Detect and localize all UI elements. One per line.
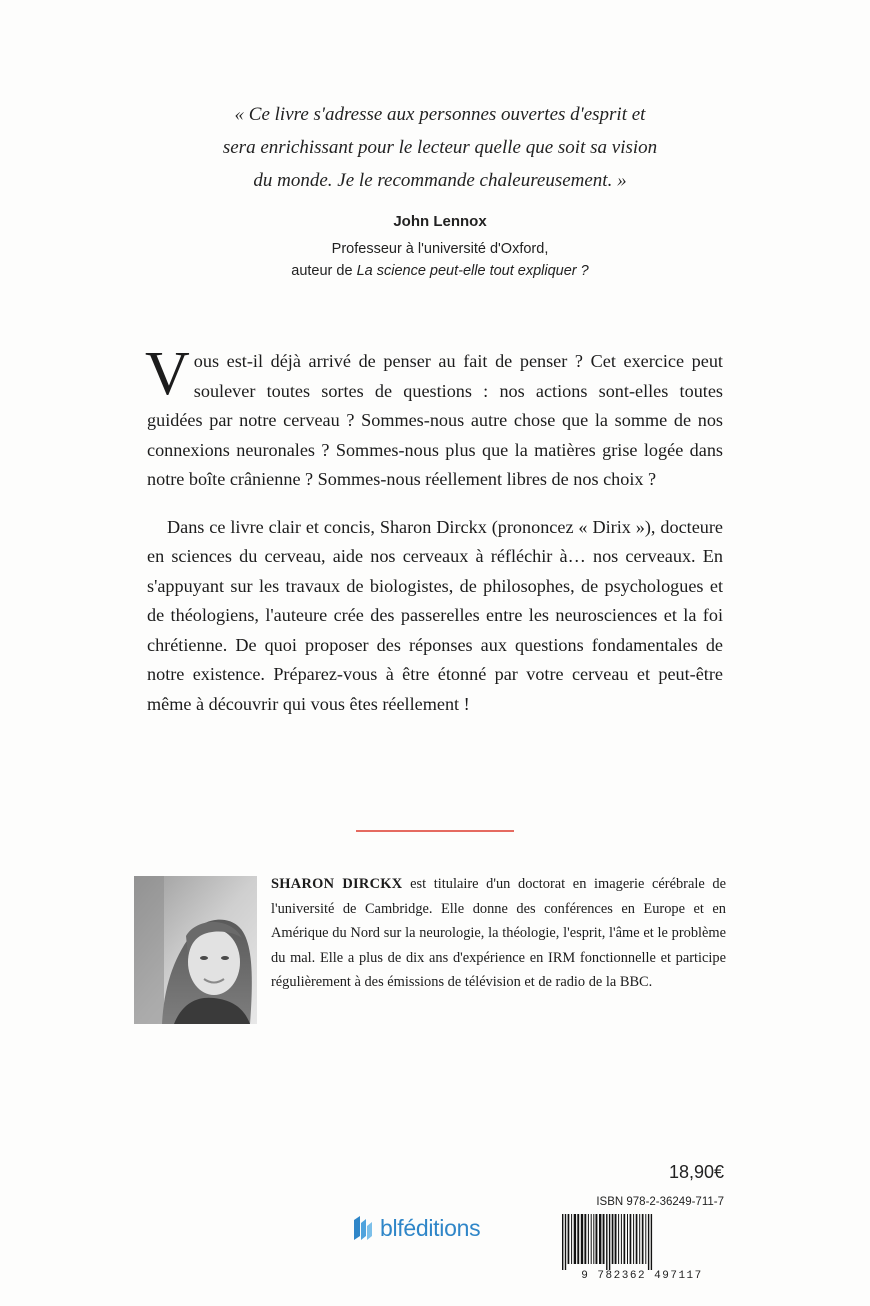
barcode-bar xyxy=(577,1214,579,1264)
quote-line-3: du monde. Je le recommande chaleureusement. » xyxy=(253,170,627,191)
barcode-bar xyxy=(568,1214,570,1264)
quote-line-1: « Ce livre s'adresse aux personnes ouvertes d'esprit et xyxy=(234,104,646,125)
blurb-paragraph-1-text: ous est-il déjà arrivé de penser au fait de penser ? Cet exercice peut soulever toutes sortes de questions : nos actions sont-elles toutes guidées par notre cerveau ? Sommes-nous autre chose que la somme de nos connexions neuronales ? Sommes-nous plus que la matières grise logée dans notre boîte crânienne ? Sommes-nous réellement libres de nos choix ? xyxy=(147,351,723,489)
credit-book-title: La science peut-elle tout expliquer ? xyxy=(356,263,589,279)
author-name: SHARON DIRCKX xyxy=(271,876,403,892)
price: 18,90€ xyxy=(668,1162,724,1182)
publisher-name: blféditions xyxy=(380,1214,481,1241)
barcode-bar xyxy=(612,1214,614,1264)
barcode-bar xyxy=(630,1214,632,1264)
barcode-bar xyxy=(606,1214,607,1270)
author-bio-text: est titulaire d'un doctorat en imagerie cérébrale de l'université de Cambridge. Elle donne des conférences en Europe et en Amérique du Nord sur la neurologie, la théologie, l'esprit, l'âme et le problème du mal. Elle a plus de dix ans d'expérience en IRM fonctionnelle et participe régulièrement à des émissions de télévision et de radio de la BBC. xyxy=(271,876,726,990)
author-bio xyxy=(271,872,726,995)
barcode-bar xyxy=(574,1214,576,1264)
barcode-bar xyxy=(565,1214,566,1270)
barcode-bar xyxy=(596,1214,598,1264)
barcode-bar xyxy=(633,1214,634,1264)
barcode-bar xyxy=(624,1214,626,1264)
blurb-paragraph-2: Dans ce livre clair et concis, Sharon Dirckx (prononcez « Dirix »), docteure en sciences du cerveau, aide nos cerveaux à réfléchir à… nos cerveaux. En s'appuyant sur les travaux de biologistes, de philosophes, de psychologues et de théologiens, l'auteure crée des passerelles entre les neurosciences et la foi chrétienne. De quoi proposer des réponses aux questions fondamentales de notre existence. Préparez-vous à être étonné par votre cerveau et peut-être même à découvrir qui vous êtes réellement ! xyxy=(147,516,723,714)
barcode-bar xyxy=(651,1214,652,1270)
quote-line-2: sera enrichissant pour le lecteur quelle que soit sa vision xyxy=(222,137,658,158)
barcode-bar xyxy=(645,1214,646,1264)
barcode-bar xyxy=(642,1214,644,1264)
barcode-bar xyxy=(648,1214,649,1270)
barcode-bar xyxy=(584,1214,586,1264)
endorsement-quote xyxy=(150,98,730,197)
author-portrait-graphic xyxy=(134,876,257,1024)
barcode-bar xyxy=(615,1214,617,1264)
barcode-bar xyxy=(627,1214,628,1264)
barcode-bar xyxy=(581,1214,583,1264)
publisher-logo xyxy=(352,1212,480,1244)
publisher-book-icon xyxy=(352,1214,374,1242)
credit-prefix: auteur de xyxy=(291,263,357,279)
barcode-bar xyxy=(571,1214,572,1264)
author-bio-paragraph xyxy=(271,872,726,995)
barcode-bar xyxy=(599,1214,601,1264)
barcode-bar xyxy=(562,1214,563,1270)
barcode-bar xyxy=(591,1214,592,1264)
barcode-bar xyxy=(621,1214,622,1264)
barcode-bar xyxy=(603,1214,605,1264)
quote-credit-line-1: Professeur à l'université d'Oxford, xyxy=(331,241,549,257)
blurb xyxy=(145,340,723,719)
dropcap-letter: V xyxy=(145,340,190,408)
barcode-bar xyxy=(639,1214,640,1264)
barcode-bar xyxy=(588,1214,589,1264)
quote-author: John Lennox xyxy=(393,213,487,230)
barcode-bar xyxy=(609,1214,610,1270)
isbn: ISBN 978-2-36249-711-7 xyxy=(596,1196,724,1208)
quote-credit-line-2 xyxy=(150,260,730,282)
barcode-bar xyxy=(618,1214,619,1264)
author-photo xyxy=(134,876,257,1024)
barcode xyxy=(558,1214,726,1270)
barcode-digits: 9 782362 497117 xyxy=(581,1270,703,1282)
red-divider xyxy=(356,830,514,832)
barcode-bar xyxy=(636,1214,638,1264)
quote-credit xyxy=(150,238,730,282)
barcode-bar xyxy=(593,1214,594,1264)
blurb-paragraph-1 xyxy=(145,340,723,495)
